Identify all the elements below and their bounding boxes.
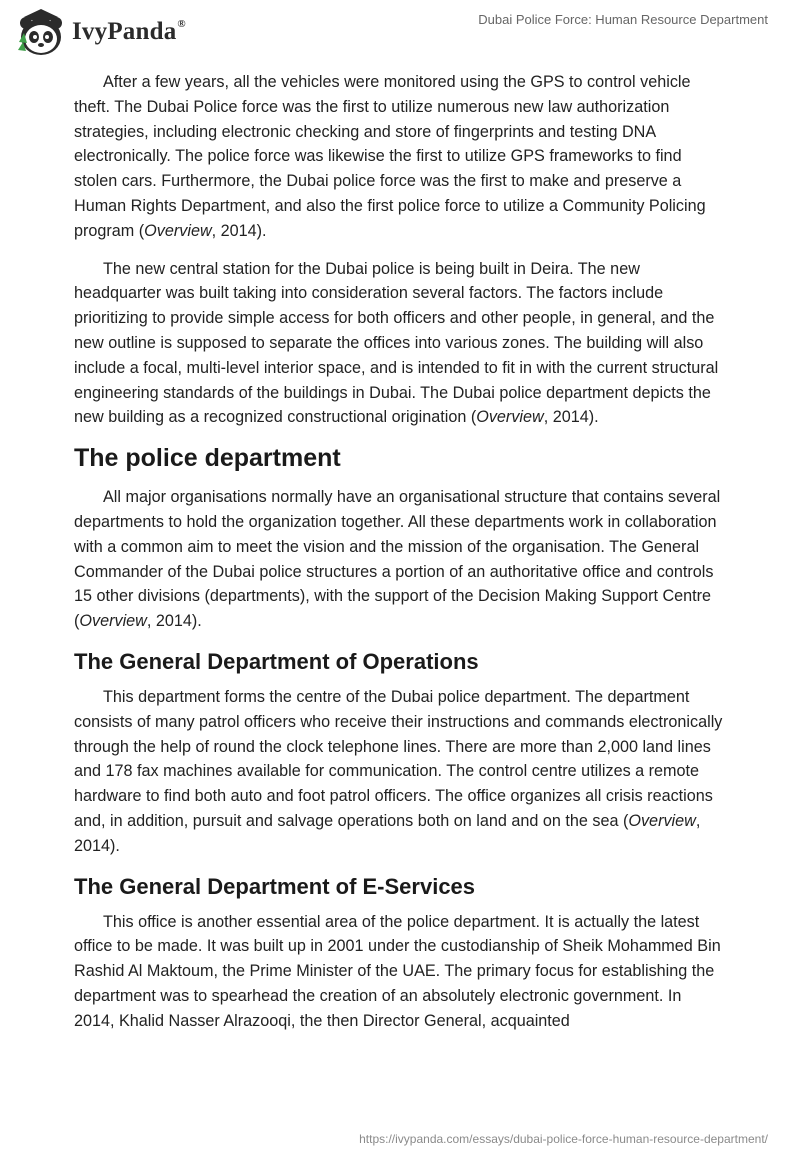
registered-mark: ® (177, 17, 186, 30)
paragraph-2: The new central station for the Dubai police is being built in Deira. The new headquarter was built taking into consideration several factors. The factors include prioritizing to provide simple access for both officers and other people, in general, and the new outline is supposed to separate the offices into various zones. The building will also include a focal, multi-level interior space, and is intended to fit in with the current structural engineering standards of the buildings in Dubai. The Dubai police department depicts the new building as a recognized constructional origination (Overview, 2014). (74, 259, 719, 427)
paragraph-3: All major organisations normally have an organisational structure that contains several departments to hold the organization together. All these departments work in collaboration with a common aim to meet the vision and the mission of the organisation. The General Commander of the Dubai police structures a portion of an authoritative office and controls 15 other divisions (departments), with the support of the Decision Making Support Centre (Overview, 2014). (74, 488, 721, 631)
citation: Overview (628, 811, 696, 830)
paragraph-5: This office is another essential area of the police department. It is actually the latest office to be made. It was built up in 2001 under the custodianship of Sheik Mohammed Bin Rashid Al Maktoum, the Prime Minister of the UAE. The primary focus for establishing the department was to spearhead the creation of an absolutely electronic government. In 2014, Khalid Nasser Alrazooqi, the then Director General, acquainted (74, 912, 721, 1030)
page-header (0, 0, 800, 64)
article-body (74, 70, 726, 1047)
heading-e-services: The General Department of E-Services (74, 873, 476, 899)
page-title: Dubai Police Force: Human Resource Department (478, 12, 768, 27)
logo-text (72, 18, 186, 46)
citation: Overview (144, 221, 212, 240)
logo[interactable] (12, 6, 186, 58)
source-url[interactable]: https://ivypanda.com/essays/dubai-police-force-human-resource-department/ (359, 1132, 768, 1146)
logo-name: IvyPanda (72, 18, 177, 45)
paragraph-4: This department forms the centre of the Dubai police department. The department consists of many patrol officers who receive their instructions and commands electronically through the help of round the clock telephone lines. There are more than 2,000 land lines and 178 fax machines available for communication. The control centre utilizes a remote hardware to find both auto and foot patrol officers. The office organizes all crisis reactions and, in addition, pursuit and salvage operations both on land and on the sea (Overview, 2014). (74, 687, 723, 855)
paragraph-1: After a few years, all the vehicles were monitored using the GPS to control vehicle theft. The Dubai Police force was the first to utilize numerous new law authorization strategies, including electronic checking and store of fingerprints and testing DNA electronically. The police force was likewise the first to utilize GPS frameworks to find stolen cars. Furthermore, the Dubai police force was the first to make and preserve a Human Rights Department, and also the first police force to utilize a Community Policing program (Overview, 2014). (74, 73, 706, 240)
heading-operations: The General Department of Operations (74, 648, 479, 674)
heading-police-department: The police department (74, 444, 341, 473)
citation: Overview (79, 612, 147, 631)
citation: Overview (476, 408, 544, 427)
panda-graduate-icon (12, 6, 70, 58)
